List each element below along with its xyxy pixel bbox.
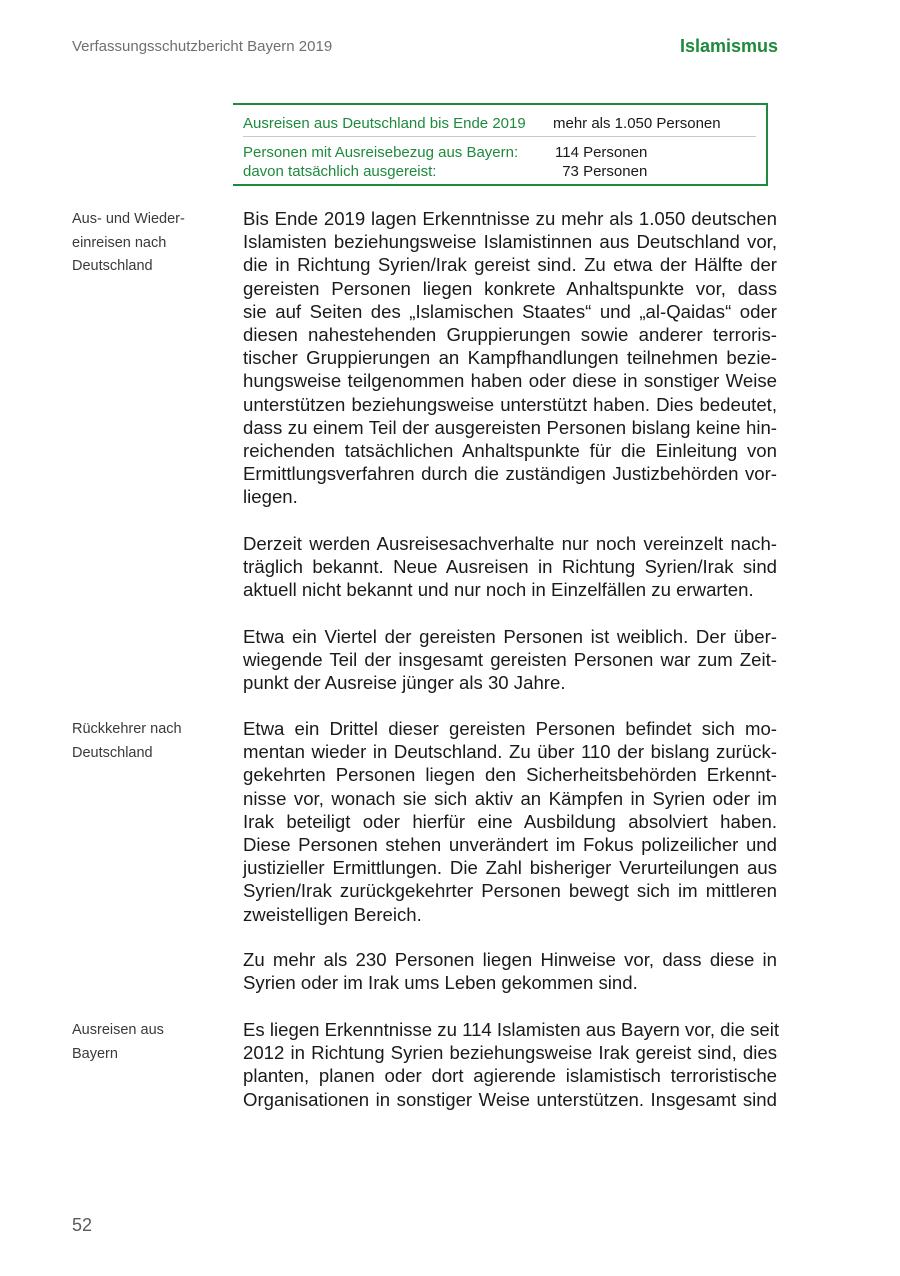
statistics-row-bavaria [243,143,756,181]
text-line: gekehrten Personen liegen den Sicherheitsbehörden Erkennt- [243,764,777,786]
margin-note-line: Aus- und Wieder- [72,211,185,227]
text-line: Irak beteiligt oder hierfür eine Ausbildung absolviert haben. [243,810,777,832]
text-line: Syrien/Irak zurückgekehrter Personen bewegt sich im mittleren [243,880,777,902]
text-line: tischer Gruppierungen an Kampfhandlungen teilnehmen bezie- [243,347,777,369]
margin-note-line: Rückkehrer nach [72,721,182,737]
statistics-values-bavaria [555,143,647,181]
statistics-value-germany: mehr als 1.050 Personen [553,115,721,132]
paragraph-current-situation [243,532,777,602]
running-title: Verfassungsschutzbericht Bayern 2019 [72,38,333,55]
text-line: diesen nahestehenden Gruppierungen sowie anderer terroris- [243,324,777,346]
text-line: nisse vor, wonach sie sich aktiv an Kämpfen in Syrien oder im [243,787,777,809]
text-line: punkt der Ausreise jünger als 30 Jahre. [243,672,566,694]
statistics-label-bavaria [243,143,555,181]
text-line: reichenden tatsächlichen Anhaltspunkte für die Einleitung von [243,440,777,462]
text-line: Etwa ein Viertel der gereisten Personen ist weiblich. Der über- [243,626,777,647]
text-line: liegen. [243,486,298,508]
margin-note-bavaria [72,1019,222,1066]
statistics-divider [243,136,756,137]
text-line: Etwa ein Drittel dieser gereisten Personen befindet sich mo- [243,718,777,739]
text-line: Bis Ende 2019 lagen Erkenntnisse zu mehr als 1.050 deutschen [243,208,777,229]
margin-note-returnees [72,718,222,765]
text-line: hungsweise teilgenommen haben oder diese in sonstiger Weise [243,370,777,392]
statistics-box [233,103,768,186]
statistics-value-bavaria-departed: 73 Personen [562,163,648,180]
margin-note-line: einreisen nach [72,234,167,251]
page-number: 52 [72,1215,93,1235]
text-line: wiegende Teil der insgesamt gereisten Personen war zum Zeit- [243,649,777,671]
statistics-label-bavaria-line2: davon tatsächlich ausgereist: [243,163,437,180]
statistics-row-germany [243,114,756,133]
margin-note-line: Deutschland [72,744,153,761]
text-line: Es liegen Erkenntnisse zu 114 Islamisten aus Bayern vor, die seit [243,1019,780,1040]
text-line: unterstützen beziehungsweise unterstützt haben. Dies bedeutet, [243,393,777,415]
margin-note-line: Ausreisen aus [72,1022,164,1038]
text-line: Syrien oder im Irak ums Leben gekommen sind. [243,972,638,994]
text-line: dass zu einem Teil der ausgereisten Personen bislang keine hin- [243,416,777,438]
text-line: die in Richtung Syrien/Irak gereist sind. Zu etwa der Hälfte der [243,254,777,276]
text-line: sie auf Seiten des „Islamischen Staates“ und „al-Qaidas“ oder [243,300,777,322]
text-line: planten, planen oder dort agierende islamistisch terroristische [243,1065,777,1087]
text-line: Islamisten beziehungsweise Islamistinnen aus Deutschland vor, [243,231,777,253]
text-line: justizieller Ermittlungen. Die Zahl bisheriger Verurteilungen aus [243,857,777,879]
statistics-label-germany: Ausreisen aus Deutschland bis Ende 2019 [243,115,526,132]
paragraph-departures [243,207,777,509]
text-line: Diese Personen stehen unverändert im Fokus polizeilicher und [243,834,777,856]
text-line: Zu mehr als 230 Personen liegen Hinweise vor, dass diese in [243,949,777,970]
text-line: aktuell nicht bekannt und nur noch in Einzelfällen zu erwarten. [243,579,754,601]
text-line: zweistelligen Bereich. [243,903,422,925]
text-line: gereisten Personen liegen konkrete Anhaltspunkte vor, dass [243,277,777,299]
text-line: Organisationen in sonstiger Weise unterstützen. Insgesamt sind [243,1088,777,1110]
paragraph-demographics [243,625,777,695]
margin-note-line: Bayern [72,1045,118,1062]
text-line: 2012 in Richtung Syrien beziehungsweise Irak gereist sind, dies [243,1042,777,1064]
text-line: mentan wieder in Deutschland. Zu über 110 der bislang zurück- [243,741,777,763]
paragraph-bavaria [243,1018,780,1111]
text-line: Derzeit werden Ausreisesachverhalte nur noch vereinzelt nach- [243,533,777,554]
text-line: Ermittlungsverfahren durch die zuständigen Justizbehörden vor- [243,463,777,485]
margin-note-line: Deutschland [72,258,153,274]
section-title: Islamismus [679,36,778,56]
margin-note-travel [72,208,222,279]
statistics-label-bavaria-line1: Personen mit Ausreisebezug aus Bayern: [243,144,519,161]
paragraph-returnees [243,717,777,926]
statistics-value-bavaria-total: 114 Personen [555,144,648,161]
text-line: träglich bekannt. Neue Ausreisen in Richtung Syrien/Irak sind [243,556,777,578]
paragraph-deaths [243,948,777,994]
